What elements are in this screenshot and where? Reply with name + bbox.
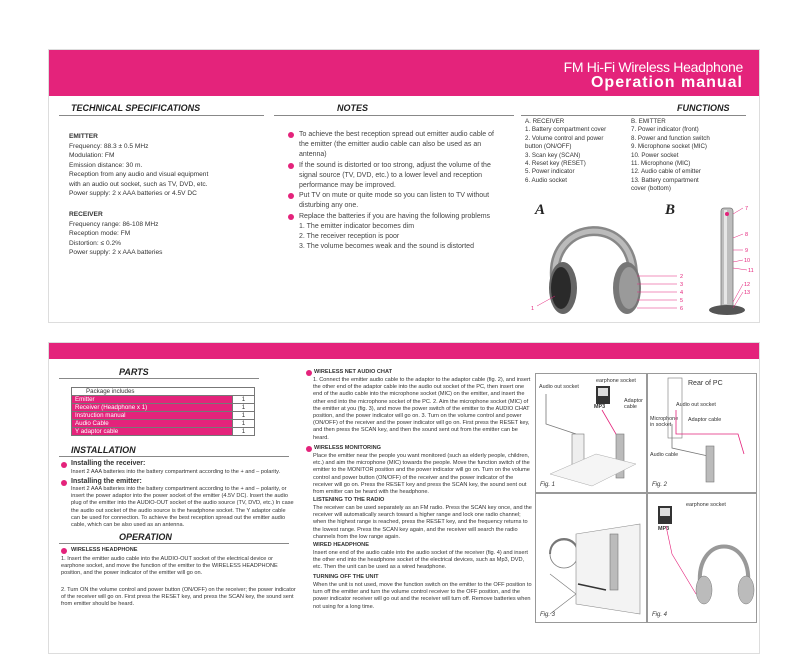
fig2-audio-cable: Audio cable: [650, 452, 679, 458]
callout-12: 12: [744, 282, 751, 288]
tech-spec-title: TECHNICAL SPECIFICATIONS: [71, 103, 201, 113]
monitoring-heading: WIRELESS MONITORING: [314, 445, 382, 451]
function-item: 1. Battery compartment cover: [525, 126, 607, 134]
function-item: 11. Microphone (MIC): [631, 160, 691, 168]
functions-rule: [521, 115, 746, 116]
callout-7: 7: [745, 206, 749, 212]
parts-rule: [59, 378, 259, 379]
spec-line: Frequency: 88.3 ± 0.5 MHz: [69, 143, 149, 150]
spec-line: Distortion: ≤ 0.2%: [69, 239, 121, 247]
fig4-earphone: earphone socket: [686, 502, 726, 508]
emitter-install-text: Insert 2 AAA batteries into the battery compartment according to the + and – polarity, or insert the power adaptor into the power socket of the emitter (4.5V DC). Insert the audio plug of the emitter into the AUDIO-OUT socket of the audio source (TV, DVD, etc.) In case the audio out socket of the audio source is the headphone socket. The Y adaptor cable can be used for connection. To achieve the best reception spread out the emitter audio cable, which can be also used as an antenna.: [71, 486, 294, 529]
part-name: Receiver (Headphone x 1): [72, 404, 233, 412]
label-b: B: [665, 202, 676, 218]
spec-line: Emission distance: 30 m.: [69, 161, 143, 169]
function-item: 6. Audio socket: [525, 176, 567, 184]
installation-rule: [59, 456, 289, 457]
callout-13: 13: [744, 290, 751, 296]
wireless-headphone-p1: 1. Insert the emitter audio cable into the AUDIO-OUT socket of the electrical device or earphone socket, and move the function of the emitter to the WIRELESS HEADPHONE position, and the power indicator of the emitter will go on.: [61, 556, 278, 577]
manual-page-2: [48, 342, 760, 654]
parts-title: PARTS: [119, 367, 149, 377]
note-sub-item: 2. The receiver reception is poor: [299, 233, 400, 241]
bullet: [61, 462, 67, 468]
part-name: Instruction manual: [72, 412, 233, 420]
spec-line: Modulation: FM: [69, 152, 115, 160]
radio-text: The receiver can be used separately as an FM radio. Press the SCAN key once, and the receiver will automatically search toward a higher range and lock one radio channel; when the highest range is reached, press the RESET key, and the frequency returns to the lowest range. Press the SCAN key again, and the receiver will search the radio channels from the low range again.: [313, 505, 532, 540]
table-row: [72, 420, 255, 428]
emitter-parts-list: [631, 118, 751, 194]
function-item: 12. Audio cable of emitter: [631, 168, 701, 176]
off-heading: TURNING OFF THE UNIT: [313, 574, 379, 580]
bullet: [306, 446, 312, 452]
function-item: 10. Power socket: [631, 151, 679, 159]
callout-10: 10: [744, 258, 751, 264]
header-band-2: [49, 343, 759, 359]
parts-table-header: Package includes: [72, 388, 255, 396]
note-sub-item: 3. The volume becomes weak and the sound is distorted: [299, 243, 474, 251]
function-item: 8. Power and function switch: [631, 134, 710, 142]
function-item: 13. Battery compartment: [631, 176, 699, 184]
table-row: [72, 404, 255, 412]
figure-2: [647, 373, 757, 493]
part-qty: 1: [233, 428, 255, 436]
manual-page-1: [48, 49, 760, 323]
note-sub-item: 1. The emitter indicator becomes dim: [299, 222, 415, 230]
figure-3: [535, 493, 647, 623]
functions-title: FUNCTIONS: [677, 103, 730, 113]
notes-rule: [274, 115, 514, 116]
net-audio-heading: WIRELESS NET AUDIO CHAT: [314, 369, 393, 375]
fig2-adaptor: Adaptor cable: [688, 417, 722, 423]
fig2-mic: Microphone in socket: [650, 416, 679, 428]
net-audio-text: 1. Connect the emitter audio cable to the adaptor to the adaptor cable (fig. 2), and insert the other end of the adaptor cable into the audio out socket of the PC, then insert one end of the audio cable into the microphone socket (MIC) on the emitter, and insert the other end into the microphone socket of the PC. 2. Aim the microphone socket (MIC) of the emitter at you (fig. 3), and move the power switch of the emitter to the AUDIO CHAT position, and the power indicator will go on. 3. Turn on the volume control and power (ON/OFF) of the receiver and the power indicator will go on. First press the RESET key, and then press the SCAN key, and then the sound sent out from the emitter can be heard.: [313, 377, 531, 441]
bullet: [306, 370, 312, 376]
function-item: 5. Power indicator: [525, 168, 575, 176]
spec-line: Power supply: 2 x AAA batteries: [69, 249, 163, 257]
fig1-label: Fig. 1: [540, 482, 556, 488]
operation-rule: [59, 543, 289, 544]
part-qty: 1: [233, 404, 255, 412]
callout-6: 6: [680, 306, 684, 312]
function-item: button (ON/OFF): [525, 143, 572, 151]
tech-spec-rule: [59, 115, 264, 116]
fig4-drawing: [648, 494, 758, 624]
product-title: FM Hi-Fi Wireless Headphone: [563, 59, 743, 75]
manual-subtitle: Operation manual: [590, 74, 743, 91]
off-text: When the unit is not used, move the function switch on the emitter to the OFF position to turn off the emitter and turn the volume control receiver to the OFF position, and the power indicator receiver will go out and the receiver will turn off. Remove batteries when not using for a long time.: [313, 582, 532, 610]
product-illustration: [525, 198, 757, 322]
callout-8: 8: [745, 232, 749, 238]
callout-3: 3: [680, 282, 684, 288]
fig1-earphone: earphone socket: [596, 378, 636, 384]
table-row: [72, 396, 255, 404]
receiver-parts-list: [525, 118, 630, 185]
note-item: Put TV on mute or quite mode so you can listen to TV without disturbing any one.: [288, 191, 503, 211]
spec-line: Frequency range: 86-108 MHz: [69, 221, 159, 228]
receiver-spec-title: RECEIVER: [69, 211, 103, 218]
fig1-audio-out: Audio out socket: [539, 384, 579, 390]
function-item: cover (bottom): [631, 185, 671, 193]
receiver-spec-list: [69, 220, 269, 258]
function-item: 9. Microphone socket (MIC): [631, 143, 707, 151]
notes-title: NOTES: [337, 103, 369, 113]
wired-text: Insert one end of the audio cable into the audio socket of the receiver (fig. 4) and insert the other end into the headphone socket of the electrical devices, such as Mp3, DVD, etc. Then the unit can be used as a wired headphone.: [313, 550, 528, 571]
part-name: Audio Cable: [72, 420, 233, 428]
part-name: Emitter: [72, 396, 233, 404]
emitter-drawing: [709, 208, 745, 315]
spec-line: Reception from any audio and visual equipment: [69, 171, 209, 179]
receiver-install-text: Insert 2 AAA batteries into the battery compartment according to the + and – polarity.: [71, 469, 281, 475]
fig3-label: Fig. 3: [540, 612, 556, 618]
note-item: Replace the batteries if you are having the following problems: [288, 212, 503, 222]
part-qty: 1: [233, 412, 255, 420]
bullet: [61, 548, 67, 554]
figure-1: [535, 373, 647, 493]
installation-title: INSTALLATION: [71, 445, 136, 455]
fig2-audio-out: Audio out socket: [676, 402, 716, 408]
monitoring-text: Place the emitter near the people you want monitored (such as elderly people, children, etc.) and aim the microphone (MIC) towards the people. Move the function switch of the emitter to the MONITOR position and the power indicator will go on. Turn on the volume control and power button (ON/OFF) of the receiver and the power indicator of the receiver will go on. Press the RESET key and press the SCAN key, the sound sent out from emitter can be heard with the headphone.: [313, 453, 530, 496]
fig1-mp3: MP3: [594, 404, 606, 410]
note-item: To achieve the best reception spread out emitter audio cable of the emitter (the emitter audio cable can also be used as an antenna): [288, 130, 503, 161]
part-name: Y adaptor cable: [72, 428, 233, 436]
wireless-headphone-p2: 2. Turn ON the volume control and power button (ON/OFF) on the receiver; the power indicator of the receiver will go on. First press the RESET key, and press the SCAN key, the sound sent from emitter should be heard.: [61, 587, 296, 608]
callout-2: 2: [680, 274, 684, 280]
callout-5: 5: [680, 298, 684, 304]
spec-line: Power supply: 2 x AAA batteries or 4.5V DC: [69, 190, 197, 198]
label-a: A: [535, 202, 546, 218]
callout-1: 1: [531, 306, 535, 312]
table-row: [72, 412, 255, 420]
function-item: 4. Reset key (RESET): [525, 160, 586, 168]
headphone-drawing: [549, 231, 641, 314]
parts-table: [71, 387, 255, 436]
function-item: 2. Volume control and power: [525, 134, 604, 142]
header-band: [49, 50, 759, 96]
fig3-drawing: [536, 494, 648, 624]
fig2-drawing: [648, 374, 758, 494]
part-qty: 1: [233, 396, 255, 404]
fig2-rear-pc: Rear of PC: [688, 380, 723, 387]
note-item: If the sound is distorted or too strong, adjust the volume of the signal source (TV, DVD, etc.) to a lower level and reception performance may be improved.: [288, 161, 503, 192]
function-item: 3. Scan key (SCAN): [525, 151, 581, 159]
spec-line: Reception mode: FM: [69, 230, 131, 238]
figure-4: [647, 493, 757, 623]
function-item: 7. Power indicator (front): [631, 126, 699, 134]
notes-list: [288, 130, 503, 252]
callout-4: 4: [680, 290, 684, 296]
part-qty: 1: [233, 420, 255, 428]
bullet: [61, 480, 67, 486]
receiver-install-heading: Installing the receiver:: [71, 460, 146, 467]
fig1-adaptor: Adaptor cable: [624, 398, 643, 410]
fig4-label: Fig. 4: [652, 612, 668, 618]
fig2-label: Fig. 2: [652, 482, 668, 488]
table-row: [72, 428, 255, 436]
wired-heading: WIRED HEADPHONE: [313, 542, 369, 548]
emitter-spec-title: EMITTER: [69, 133, 98, 140]
callout-9: 9: [745, 248, 749, 254]
emitter-spec-list: [69, 142, 269, 198]
operation-title: OPERATION: [119, 532, 172, 542]
wireless-headphone-heading: WIRELESS HEADPHONE: [71, 547, 138, 553]
spec-line: with an audio out socket, such as TV, DVD, etc.: [69, 180, 208, 188]
fig1-drawing: [536, 374, 648, 494]
function-item: B. EMITTER: [631, 118, 666, 125]
emitter-install-heading: Installing the emitter:: [71, 478, 142, 485]
function-item: A. RECEIVER: [525, 118, 565, 125]
callout-11: 11: [748, 268, 754, 274]
radio-heading: LISTENING TO THE RADIO: [313, 497, 385, 503]
fig4-mp3: MP3: [658, 526, 670, 532]
